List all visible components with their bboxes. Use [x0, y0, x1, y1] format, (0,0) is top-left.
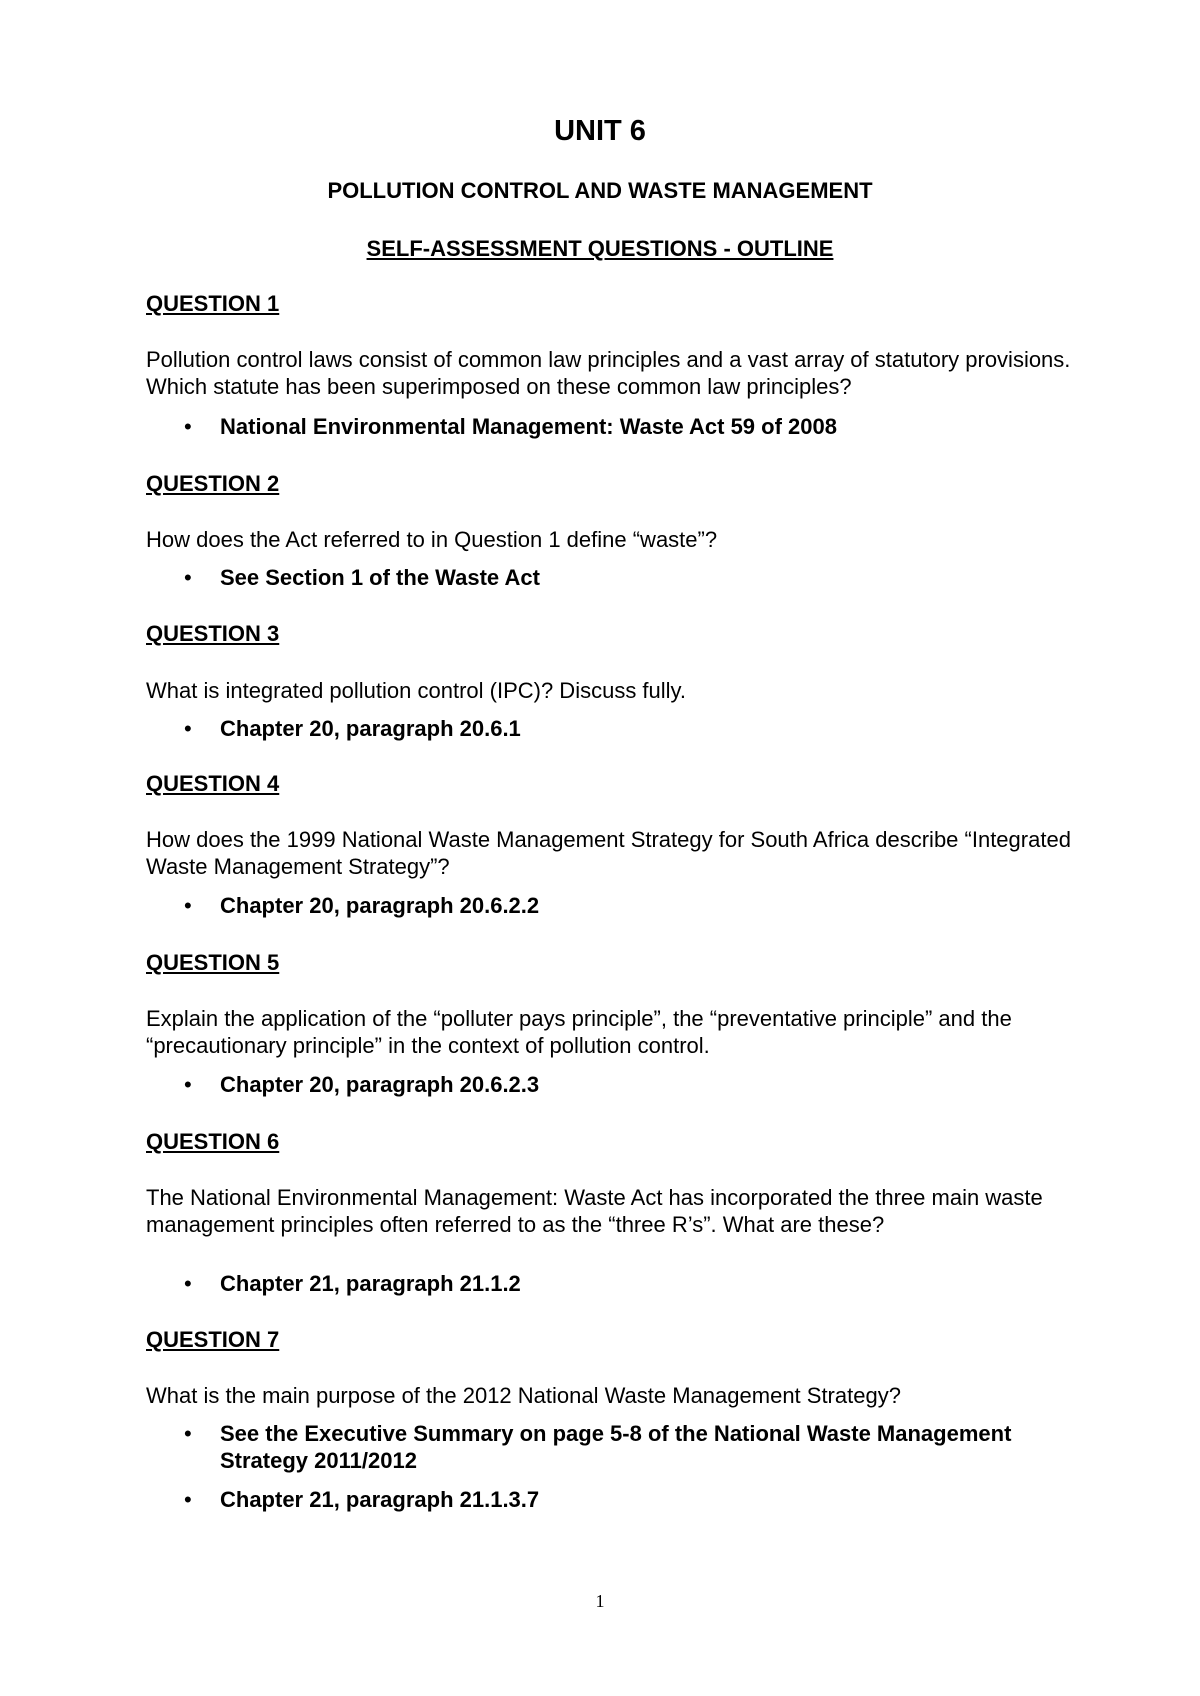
page-number: 1	[595, 1591, 605, 1611]
subject-title: POLLUTION CONTROL AND WASTE MANAGEMENT	[327, 178, 873, 203]
question-6-text: The National Environmental Management: Waste Act has incorporated the three main waste management principles often referred to as the “three R’s”. What are these?	[146, 1185, 1043, 1237]
bullet-icon: •	[184, 893, 192, 918]
bullet-icon: •	[184, 1072, 192, 1097]
question-5-answer	[184, 1071, 1060, 1098]
question-7-text: What is the main purpose of the 2012 National Waste Management Strategy?	[146, 1383, 901, 1408]
question-4-heading: QUESTION 4	[146, 771, 280, 796]
question-3-answer	[184, 715, 1060, 742]
answer-text: See the Executive Summary on page 5-8 of the National Waste Management Strategy 2011/2012	[220, 1421, 1012, 1473]
bullet-icon: •	[184, 1487, 192, 1512]
question-7-answer-1	[184, 1420, 1060, 1474]
question-1-text: Pollution control laws consist of common law principles and a vast array of statutory provisions. Which statute has been superimposed on these common law principles?	[146, 347, 1071, 399]
question-2-heading: QUESTION 2	[146, 471, 280, 496]
section-heading: SELF-ASSESSMENT QUESTIONS - OUTLINE	[366, 236, 834, 261]
answer-text: National Environmental Management: Waste Act 59 of 2008	[220, 414, 837, 439]
question-4-text: How does the 1999 National Waste Management Strategy for South Africa describe “Integrated Waste Management Strategy”?	[146, 827, 1071, 879]
answer-text: See Section 1 of the Waste Act	[220, 565, 540, 590]
bullet-icon: •	[184, 716, 192, 741]
question-1-answer	[184, 413, 1060, 440]
question-4-answer	[184, 892, 1060, 919]
question-3-text: What is integrated pollution control (IPC)? Discuss fully.	[146, 678, 687, 703]
question-2-text: How does the Act referred to in Question 1 define “waste”?	[146, 527, 718, 552]
question-5-text: Explain the application of the “polluter pays principle”, the “preventative principle” and the “precautionary principle” in the context of pollution control.	[146, 1006, 1012, 1058]
question-5-heading: QUESTION 5	[146, 950, 280, 975]
bullet-icon: •	[184, 1421, 192, 1446]
answer-text: Chapter 21, paragraph 21.1.2	[220, 1271, 521, 1296]
answer-text: Chapter 20, paragraph 20.6.2.2	[220, 893, 540, 918]
question-2-answer	[184, 564, 1060, 591]
bullet-icon: •	[184, 565, 192, 590]
question-7-heading: QUESTION 7	[146, 1327, 280, 1352]
bullet-icon: •	[184, 1271, 192, 1296]
question-6-heading: QUESTION 6	[146, 1129, 280, 1154]
question-7-answer-2	[184, 1486, 1060, 1513]
bullet-icon: •	[184, 414, 192, 439]
unit-title: UNIT 6	[554, 115, 646, 147]
question-6-answer	[184, 1270, 1060, 1297]
answer-text: Chapter 20, paragraph 20.6.1	[220, 716, 521, 741]
answer-text: Chapter 21, paragraph 21.1.3.7	[220, 1487, 540, 1512]
answer-text: Chapter 20, paragraph 20.6.2.3	[220, 1072, 540, 1097]
question-1-heading: QUESTION 1	[146, 291, 280, 316]
question-3-heading: QUESTION 3	[146, 621, 280, 646]
